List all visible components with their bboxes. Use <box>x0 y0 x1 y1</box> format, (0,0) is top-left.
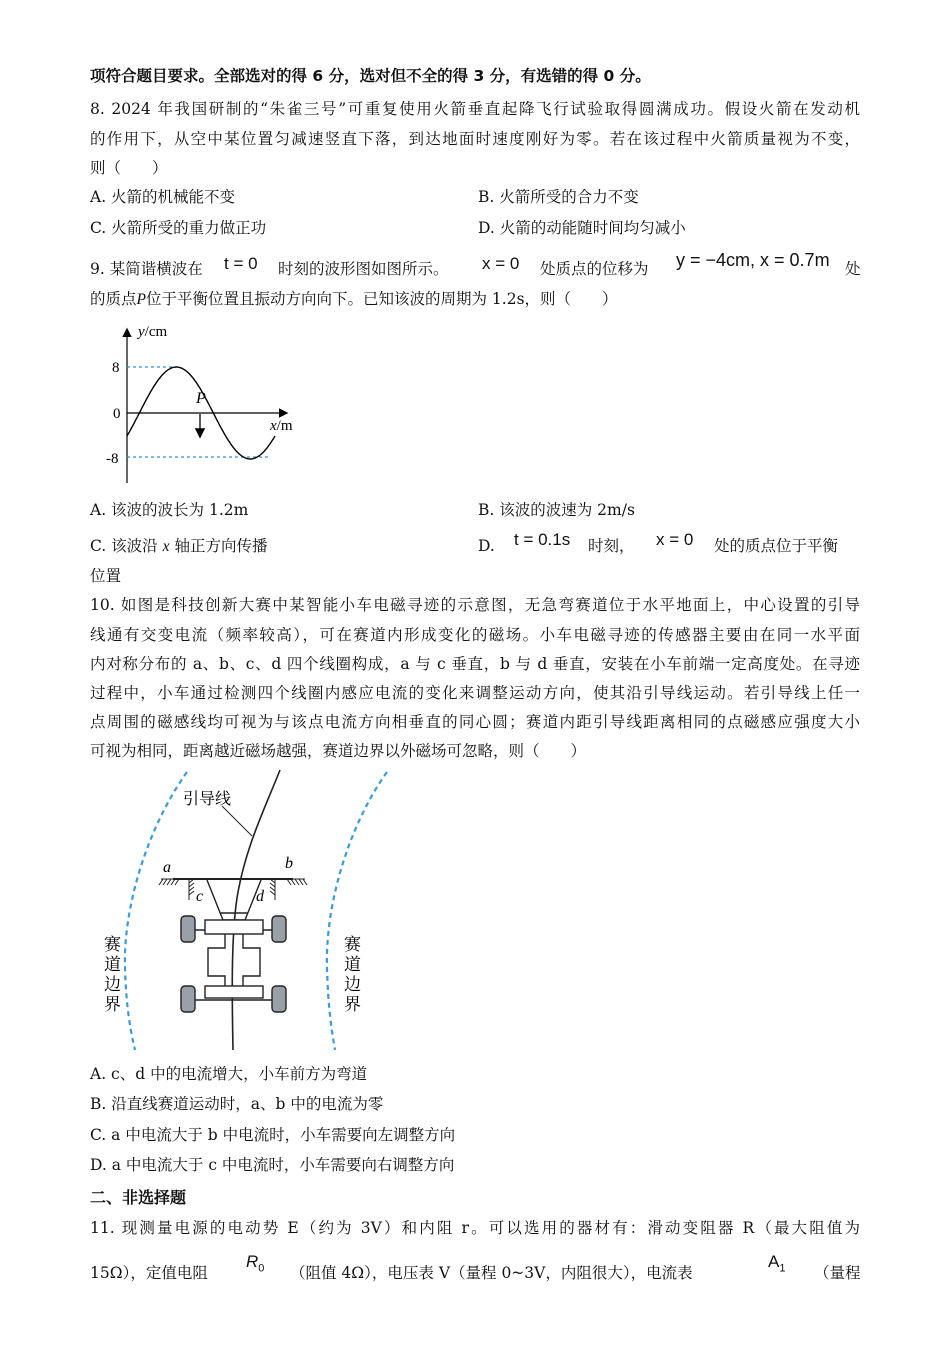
q10-stem-line-6: 可视为相同，距离越近磁场越强，赛道边界以外磁场可忽略，则（ ） <box>90 742 587 760</box>
boundary-label-left <box>104 935 121 1014</box>
wave-graph <box>90 318 320 488</box>
q11-stem-part-2: （阻值 4Ω），电压表 V（量程 0~3V，内阻很大），电流表 <box>290 1264 693 1282</box>
coil-c-label: c <box>196 888 204 905</box>
q10-stem-line-4: 过程中，小车通过检测四个线圈内感应电流的变化来调整运动方向，使其沿引导线运动。若引导线上任一 <box>90 684 860 702</box>
q9-stem-part-1: 9. 某简谐横波在 <box>90 260 203 278</box>
tick-label-8: 8 <box>112 360 120 376</box>
coil-b-label: b <box>285 855 293 872</box>
q8-stem-line-3: 则（ ） <box>90 159 168 177</box>
q10-stem-line-3: 内对称分布的 a、b、c、d 四个线圈构成，a 与 c 垂直，b 与 d 垂直，安装在小车前端一定高度处。在寻迹 <box>90 655 860 673</box>
q9-math-t01: t = 0.1s <box>514 530 571 549</box>
section-instruction: 项符合题目要求。全部选对的得 6 分，选对但不全的得 3 分，有选错的得 0 分。 <box>90 67 651 85</box>
tick-label-0: 0 <box>113 406 121 422</box>
coil-d-label: d <box>256 888 264 905</box>
q9-math-x0: x = 0 <box>482 254 520 273</box>
q11-math-r0: $R_0$ <box>246 1252 265 1275</box>
coil-d <box>270 879 275 900</box>
q9-option-d-label: D. <box>478 537 495 555</box>
section-2-title: 二、非选择题 <box>90 1188 187 1207</box>
q9-option-d-part-2: 时刻， <box>588 537 635 555</box>
q8-option-c: C. 火箭所受的重力做正功 <box>90 219 267 237</box>
q8-option-a: A. 火箭的机械能不变 <box>90 188 236 206</box>
x-axis-label: x/m <box>270 418 293 434</box>
q9-stem-part-3: 处质点的位移为 <box>540 260 649 278</box>
svg-text:边: 边 <box>104 975 121 994</box>
svg-text:边: 边 <box>344 975 361 994</box>
q11-stem-part-3: （量程 <box>814 1264 861 1282</box>
q8-option-b: B. 火箭所受的合力不变 <box>478 188 639 206</box>
svg-text:赛: 赛 <box>344 935 361 954</box>
q9-option-a: A. 该波的波长为 1.2m <box>90 501 249 519</box>
guide-wire-pointer <box>222 806 252 836</box>
q10-option-d: D. a 中电流大于 c 中电流时，小车需要向右调整方向 <box>90 1156 455 1174</box>
q11-stem-part-1: 15Ω），定值电阻 <box>90 1264 208 1282</box>
q9-math-displacement: y = −4cm, x = 0.7m <box>676 250 830 270</box>
q8-stem-line-2: 的作用下，从空中某位置匀减速竖直下落，到达地面时速度刚好为零。若在该过程中火箭质量视为不变， <box>90 130 860 148</box>
coil-c <box>189 879 194 900</box>
q10-stem-line-5: 点周围的磁感线均可视为与该点电流方向相垂直的同心圆；赛道内距引导线距离相同的点磁感应强度大小 <box>90 713 860 731</box>
q9-stem-line-2: 的质点P位于平衡位置且振动方向向下。已知该波的周期为 1.2s，则（ ） <box>90 290 618 308</box>
q9-stem-part-2: 时刻的波形图如图所示。 <box>278 260 449 278</box>
q10-option-a: A. c、d 中的电流增大，小车前方为弯道 <box>90 1065 368 1083</box>
svg-text:道: 道 <box>104 955 121 974</box>
q10-option-c: C. a 中电流大于 b 中电流时，小车需要向左调整方向 <box>90 1126 456 1144</box>
y-axis-label: y/cm <box>138 324 168 340</box>
tick-label-neg8: -8 <box>106 451 119 467</box>
q10-stem-line-1: 10. 如图是科技创新大赛中某智能小车电磁寻迹的示意图，无急弯赛道位于水平地面上，中心设置的引导 <box>90 596 860 614</box>
q9-math-x0b: x = 0 <box>656 530 694 549</box>
svg-text:界: 界 <box>104 995 121 1014</box>
guide-wire-label: 引导线 <box>183 791 232 808</box>
q9-math-t0: t = 0 <box>224 254 258 273</box>
q9-stem-part-4: 处 <box>845 260 861 278</box>
q9-option-b: B. 该波的波速为 2m/s <box>478 501 635 519</box>
boundary-label-right <box>344 935 361 1014</box>
svg-text:赛: 赛 <box>104 935 121 954</box>
svg-text:界: 界 <box>344 995 361 1014</box>
track-boundary-left <box>125 772 187 1050</box>
q10-stem-line-2: 线通有交变电流（频率较高），可在赛道内形成变化的磁场。小车电磁寻迹的传感器主要由在同一水平面 <box>90 626 860 644</box>
coil-a-label: a <box>163 859 171 876</box>
q8-option-d: D. 火箭的动能随时间均匀减小 <box>478 219 686 237</box>
q9-option-c: C. 该波沿 x 轴正方向传播 <box>90 537 268 555</box>
q8-stem-line-1: 8. 2024 年我国研制的“朱雀三号”可重复使用火箭垂直起降飞行试验取得圆满成功。假设火箭在发动机 <box>90 100 860 118</box>
q9-option-d-part-3: 处的质点位于平衡 <box>714 537 839 555</box>
car-figure <box>95 768 400 1053</box>
point-p-label: P <box>196 390 206 407</box>
q11-math-a1: $A_1$ <box>768 1252 786 1275</box>
q9-option-d-part-4: 位置 <box>90 567 122 585</box>
q10-option-b: B. 沿直线赛道运动时，a、b 中的电流为零 <box>90 1095 384 1113</box>
q11-stem-line-1: 11. 现测量电源的电动势 E（约为 3V）和内阻 r。可以选用的器材有：滑动变阻器 R（最大阻值为 <box>90 1219 860 1237</box>
svg-text:道: 道 <box>344 955 361 974</box>
